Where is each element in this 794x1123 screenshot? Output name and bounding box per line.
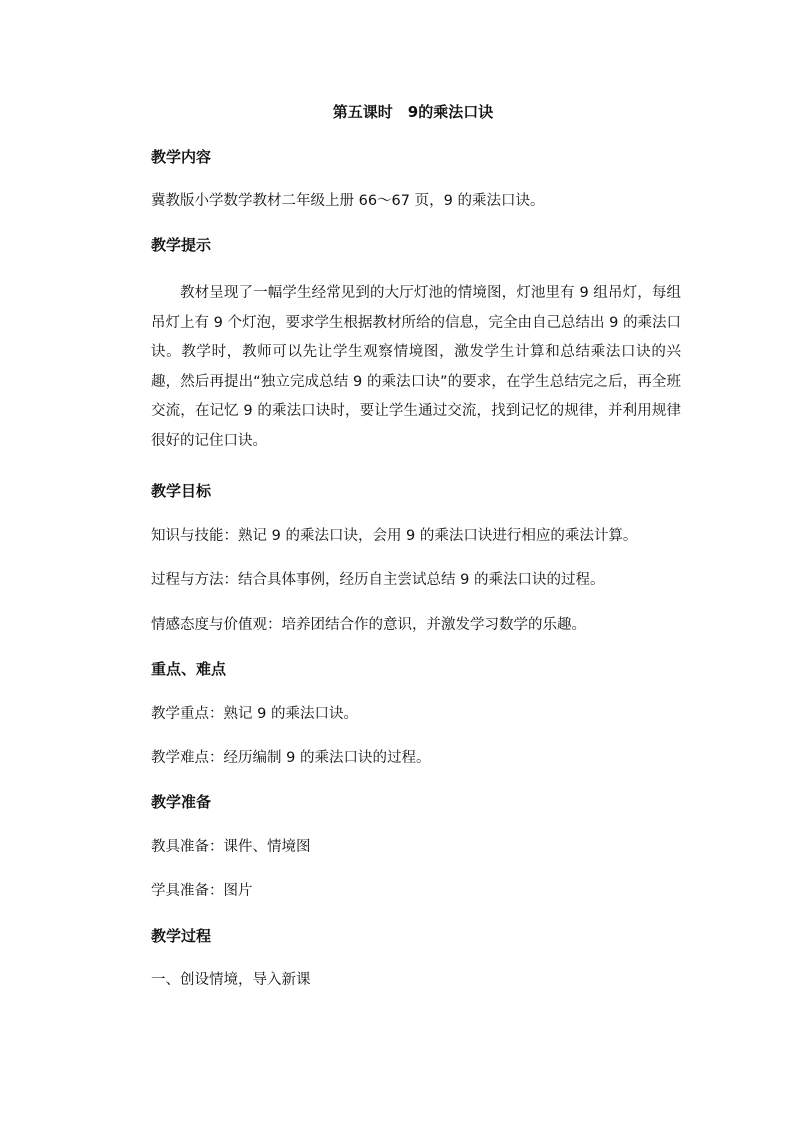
process-step-1: 一、创设情境，导入新课 bbox=[151, 972, 311, 988]
teacher-prep-text: 教具准备：课件、情境图 bbox=[151, 839, 311, 855]
heading-key-points: 重点、难点 bbox=[151, 660, 227, 678]
difficulty-text: 教学难点：经历编制 9 的乘法口诀的过程。 bbox=[151, 750, 431, 766]
page-title: 第五课时 9的乘法口诀 bbox=[332, 103, 494, 121]
student-prep-text: 学具准备：图片 bbox=[151, 883, 253, 899]
heading-teaching-hint: 教学提示 bbox=[151, 236, 212, 254]
heading-teaching-goals: 教学目标 bbox=[151, 482, 212, 500]
goal-process: 过程与方法：结合具体事例，经历自主尝试总结 9 的乘法口诀的过程。 bbox=[151, 572, 605, 588]
heading-teaching-process: 教学过程 bbox=[151, 927, 212, 945]
teaching-content-text: 冀教版小学数学教材二年级上册 66～67 页，9 的乘法口诀。 bbox=[151, 193, 545, 209]
goal-knowledge: 知识与技能：熟记 9 的乘法口诀，会用 9 的乘法口诀进行相应的乘法计算。 bbox=[151, 528, 638, 544]
heading-teaching-content: 教学内容 bbox=[151, 148, 212, 166]
goal-emotion: 情感态度与价值观：培养团结合作的意识，并激发学习数学的乐趣。 bbox=[151, 617, 586, 633]
key-point-text: 教学重点：熟记 9 的乘法口诀。 bbox=[151, 706, 358, 722]
heading-teaching-prep: 教学准备 bbox=[151, 793, 212, 811]
teaching-hint-paragraph: 教材呈现了一幅学生经常见到的大厅灯池的情境图，灯池里有 9 组吊灯，每组吊灯上有 9 个灯泡，要求学生根据教材所给的信息，完全由自己总结出 9 的乘法口诀。教学时，教师可以先让学生观察情境图，激发学生计算和总结乘法口诀的兴趣，然后再提出“独立完成总结 9 的乘法口诀”的要求，在学生总结完之后，再全班交流，在记忆 9 的乘法口诀时，要让学生通过交流，找到记忆的规律，并利用规律很好的记住口诀。 bbox=[151, 285, 681, 449]
